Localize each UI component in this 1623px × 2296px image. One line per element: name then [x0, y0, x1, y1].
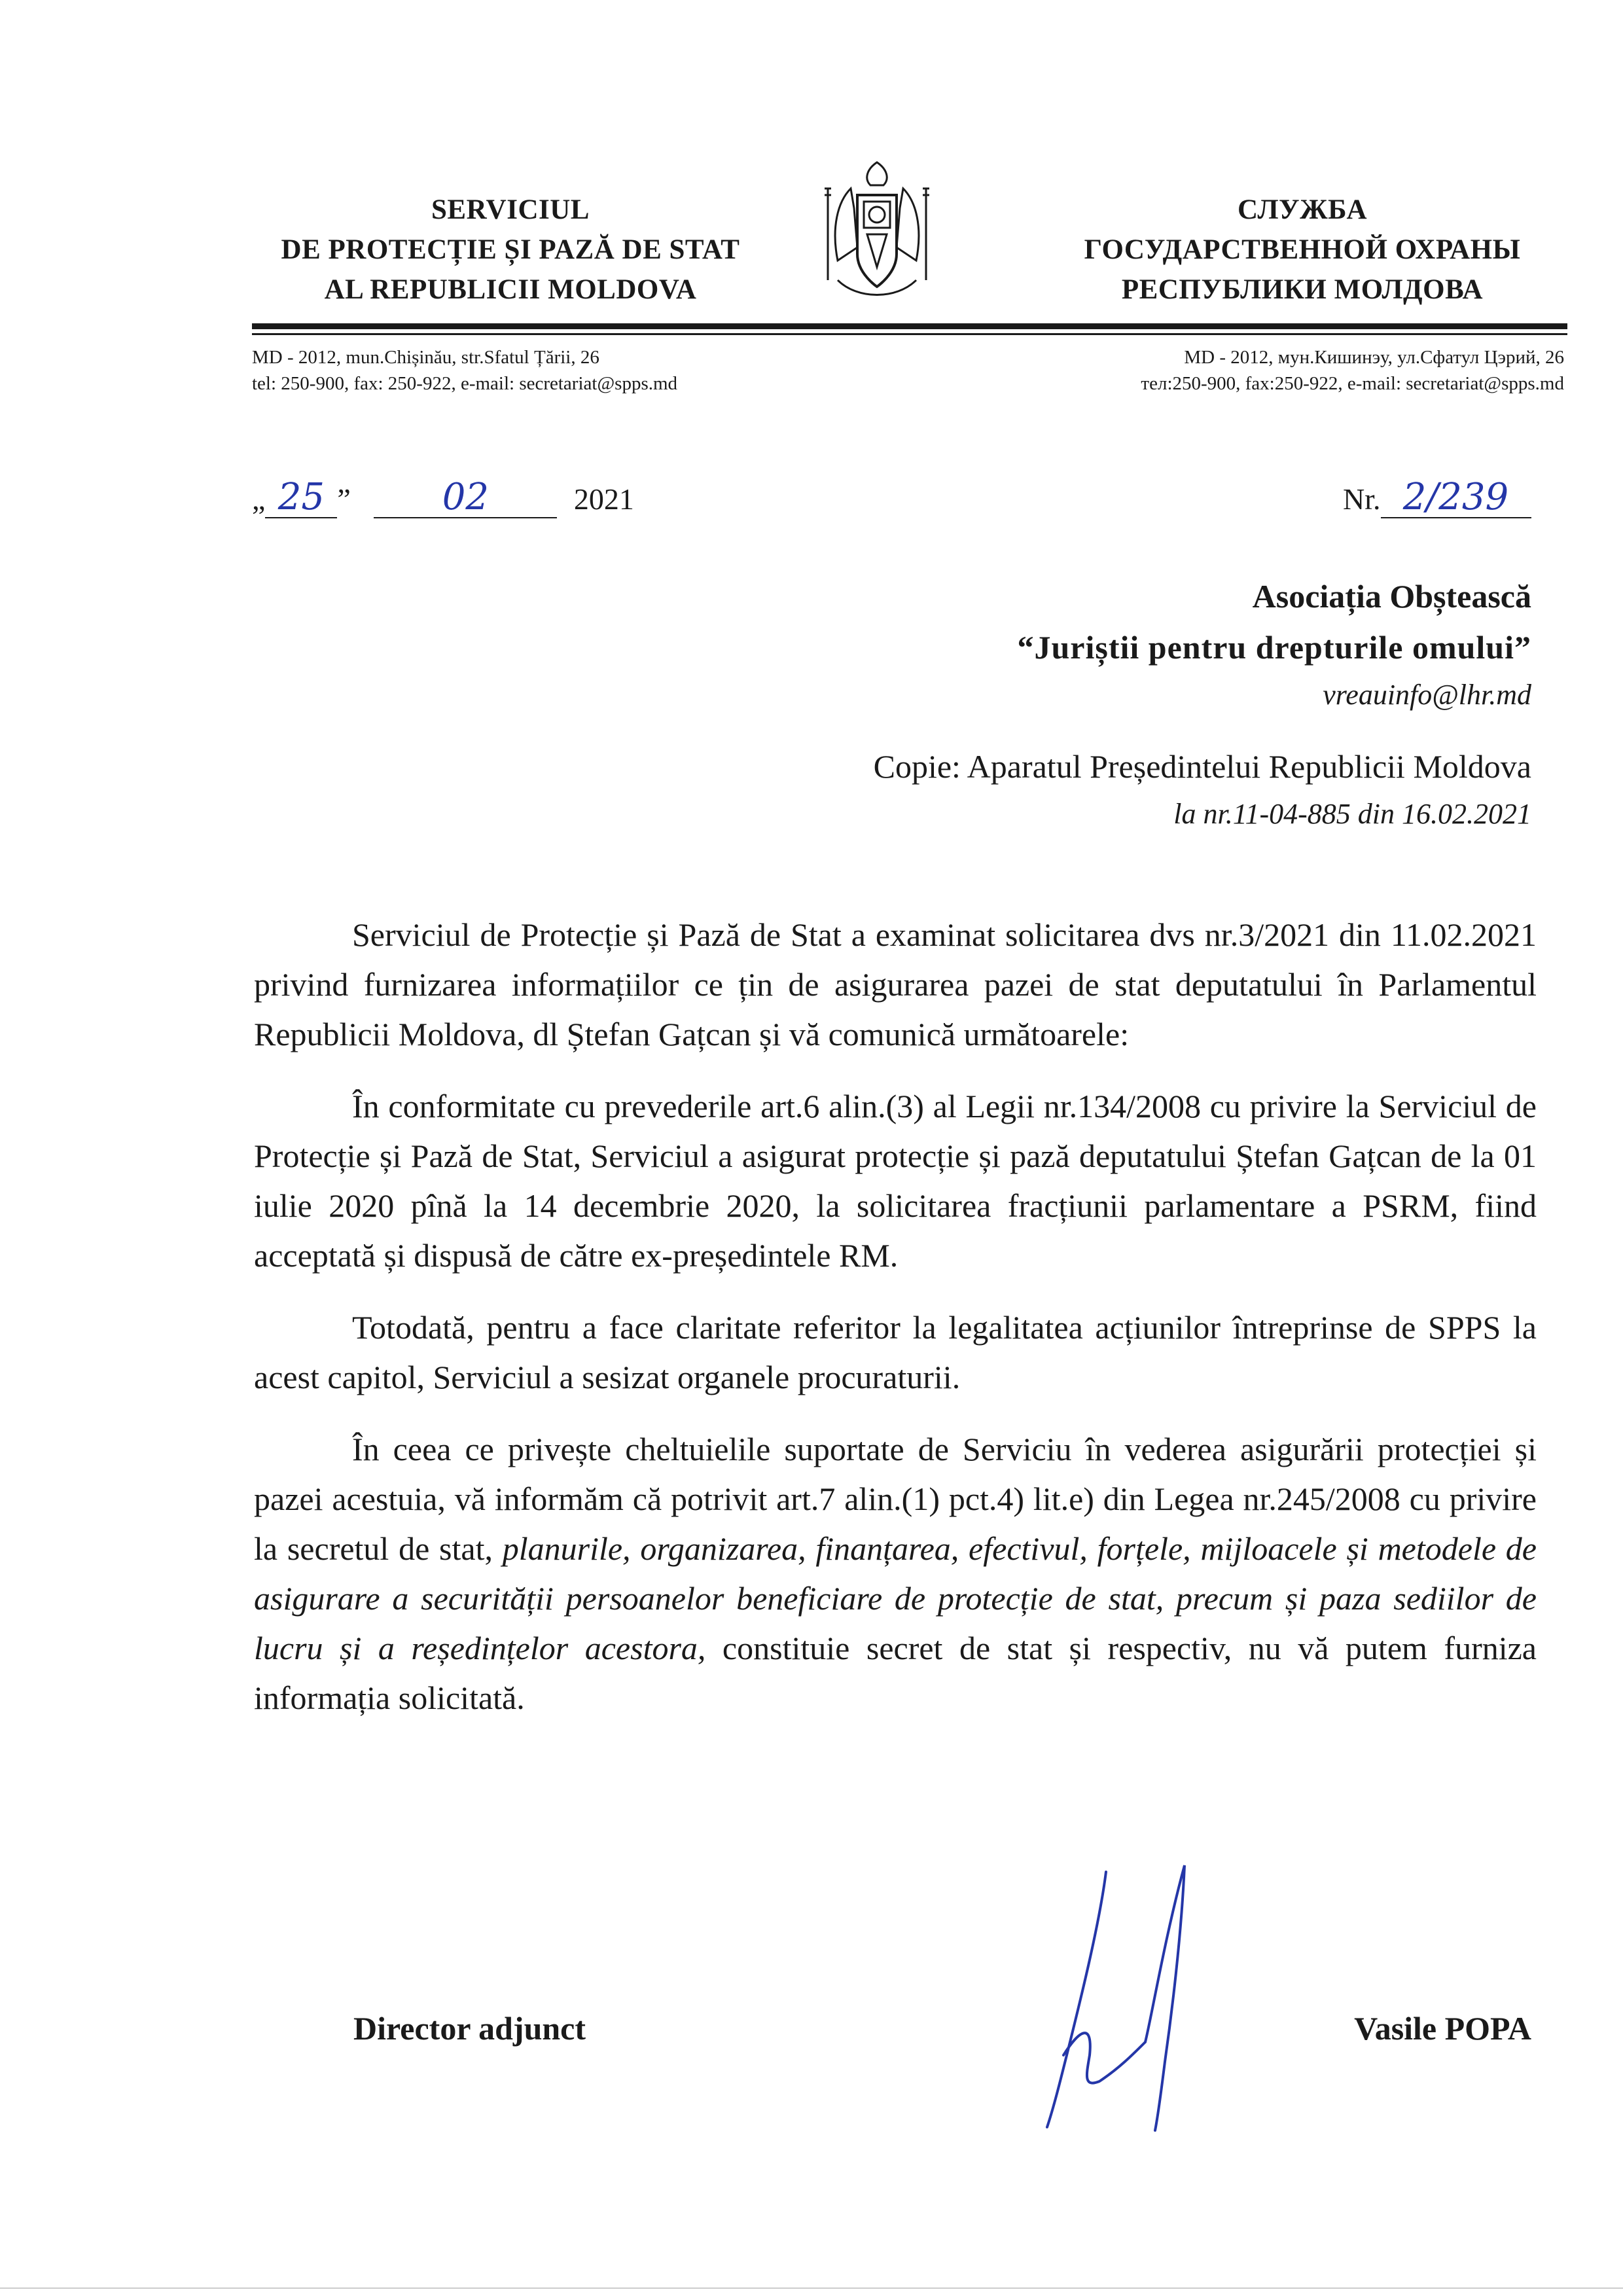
header-ru-line-2: ГОСУДАРСТВЕННОЙ ОХРАНЫ — [1084, 234, 1521, 265]
document-number — [1343, 478, 1531, 518]
header-ru-line-3: РЕСПУБЛИКИ МОЛДОВА — [1121, 274, 1484, 305]
address-ru-line-2: тел:250-900, fax:250-922, e-mail: secretariat@spps.md — [1141, 373, 1564, 394]
reference-number: la nr.11-04-885 din 16.02.2021 — [1173, 798, 1531, 830]
recipient-name-2: “Juriștii pentru drepturile omului” — [1017, 629, 1531, 666]
header-ru-line-1: СЛУЖБА — [1237, 194, 1367, 225]
copy-recipient: Copie: Aparatul Președintelui Republicii Moldova — [873, 748, 1531, 785]
header-divider-thin — [252, 333, 1567, 335]
paragraph-4 — [254, 1424, 1537, 1723]
coat-of-arms-icon — [812, 149, 942, 313]
paragraph-1: Serviciul de Protecție și Pază de Stat a examinat solicitarea dvs nr.3/2021 din 11.02.2021 privind furnizarea informațiilor ce țin de asigurarea pazei de stat deputatului în Parlamentul Republicii Moldova, dl Ștefan Gațcan și vă comunică următoarele: — [254, 916, 1537, 1052]
document-date — [252, 478, 634, 518]
header-ro-line-1: SERVICIUL — [431, 194, 590, 225]
paragraph-4-end: constituie secret de stat și respectiv, nu vă putem furniza informația solicitată. — [254, 1630, 1537, 1716]
date-day: 25 — [265, 478, 337, 518]
address-ro-line-2: tel: 250-900, fax: 250-922, e-mail: secretariat@spps.md — [252, 373, 678, 394]
page-edge-line — [0, 2287, 1623, 2289]
letter-body — [254, 910, 1537, 1745]
handwritten-signature — [1021, 1859, 1270, 2134]
recipient-email: vreauinfo@lhr.md — [1323, 679, 1531, 711]
header-ro-line-3: AL REPUBLICII MOLDOVA — [324, 274, 697, 305]
quote-close: ” — [337, 482, 351, 516]
signatory-title: Director adjunct — [353, 2010, 586, 2047]
header-russian — [1008, 190, 1597, 310]
date-month: 02 — [374, 478, 557, 518]
recipient-name: Asociația Obștească — [1252, 578, 1531, 615]
paragraph-4-start: În ceea ce privește cheltuielile suportate de Serviciu în vederea asigurării protecției și pazei acestuia, vă informăm că potrivit art.7 alin.(1) pct.4) lit.e) din Legea nr.245/2008 cu privire la secretul de stat, — [254, 1431, 1537, 1567]
date-year: 2021 — [573, 482, 634, 516]
nr-value: 2/239 — [1381, 478, 1531, 518]
header-divider-thick — [252, 323, 1567, 329]
paragraph-3: Totodată, pentru a face claritate referitor la legalitatea acțiunilor întreprinse de SPPS la acest capitol, Serviciul a sesizat organele procuraturii. — [254, 1309, 1537, 1395]
signatory-name: Vasile POPA — [1354, 2010, 1531, 2047]
address-russian — [1141, 344, 1564, 397]
header-romanian — [249, 190, 772, 310]
quote-open: „ — [252, 482, 266, 516]
address-ro-line-1: MD - 2012, mun.Chișinău, str.Sfatul Țării, 26 — [252, 347, 599, 368]
nr-label: Nr. — [1343, 482, 1381, 516]
paragraph-4-quote: planurile, organizarea, finanțarea, efectivul, forțele, mijloacele și metodele de asigurare a securității persoanelor beneficiare de protecție de stat, precum și paza sediilor de lucru și a reședințelor acestora, — [254, 1530, 1537, 1666]
address-romanian — [252, 344, 677, 397]
paragraph-2: În conformitate cu prevederile art.6 alin.(3) al Legii nr.134/2008 cu privire la Serviciul de Protecție și Pază de Stat, Serviciul a asigurat protecție și pază deputatului Ștefan Gațcan de la 01 iulie 2020 pînă la 14 decembrie 2020, la solicitarea fracțiunii parlamentare a PSRM, fiind acceptată și dispusă de către ex-președintele RM. — [254, 1088, 1537, 1274]
address-ru-line-1: MD - 2012, мун.Кишинэу, ул.Сфатул Цэрий, 26 — [1184, 347, 1564, 368]
header-ro-line-2: DE PROTECȚIE ȘI PAZĂ DE STAT — [281, 234, 740, 265]
